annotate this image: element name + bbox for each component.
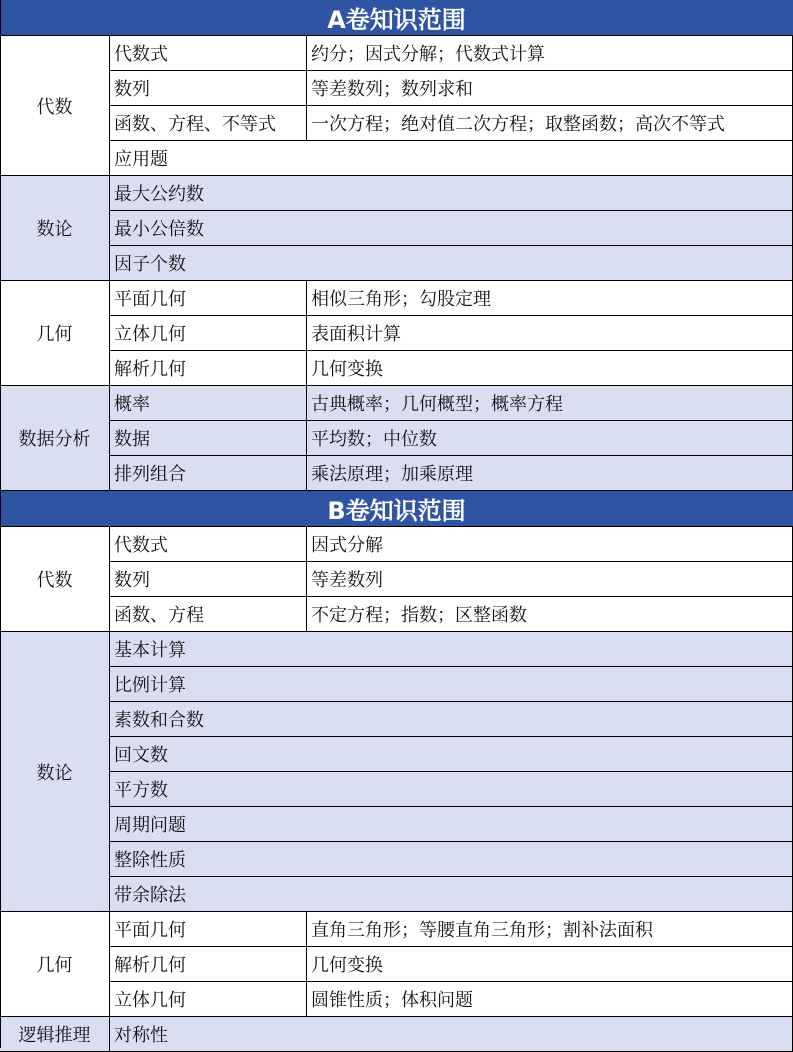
detail-cell: 几何变换: [307, 351, 793, 386]
topic-cell: 排列组合: [110, 456, 307, 491]
topic-cell: 因子个数: [110, 246, 793, 281]
topic-cell: 对称性: [110, 1017, 793, 1052]
detail-cell: 不定方程；指数；区整函数: [307, 597, 793, 632]
topic-cell: 函数、方程、不等式: [110, 106, 307, 141]
detail-cell: 等差数列；数列求和: [307, 71, 793, 106]
topic-cell: 应用题: [110, 141, 793, 176]
detail-cell: 圆锥性质；体积问题: [307, 982, 793, 1017]
topic-cell: 解析几何: [110, 351, 307, 386]
topic-cell: 立体几何: [110, 316, 307, 351]
detail-cell: 表面积计算: [307, 316, 793, 351]
detail-cell: 一次方程；绝对值二次方程；取整函数；高次不等式: [307, 106, 793, 141]
topic-cell: 素数和合数: [110, 702, 793, 737]
topic-cell: 带余除法: [110, 877, 793, 912]
section-title: A卷知识范围: [0, 0, 793, 36]
section-title: B卷知识范围: [0, 491, 793, 527]
topic-cell: 回文数: [110, 737, 793, 772]
detail-cell: 因式分解: [307, 527, 793, 562]
detail-cell: 几何变换: [307, 947, 793, 982]
topic-cell: 平面几何: [110, 912, 307, 947]
topic-cell: 最小公倍数: [110, 211, 793, 246]
category-cell: 数据分析: [0, 386, 110, 491]
category-cell: 逻辑推理: [0, 1017, 110, 1052]
category-cell: 数论: [0, 632, 110, 912]
topic-cell: 基本计算: [110, 632, 793, 667]
detail-cell: 等差数列: [307, 562, 793, 597]
topic-cell: 整除性质: [110, 842, 793, 877]
topic-cell: 代数式: [110, 36, 307, 71]
topic-cell: 数据: [110, 421, 307, 456]
topic-cell: 函数、方程: [110, 597, 307, 632]
detail-cell: 相似三角形；勾股定理: [307, 281, 793, 316]
category-cell: 数论: [0, 176, 110, 281]
category-cell: 代数: [0, 36, 110, 176]
topic-cell: 比例计算: [110, 667, 793, 702]
topic-cell: 立体几何: [110, 982, 307, 1017]
category-cell: 代数: [0, 527, 110, 632]
topic-cell: 平面几何: [110, 281, 307, 316]
detail-cell: 直角三角形；等腰直角三角形；割补法面积: [307, 912, 793, 947]
topic-cell: 平方数: [110, 772, 793, 807]
topic-cell: 数列: [110, 562, 307, 597]
detail-cell: 平均数；中位数: [307, 421, 793, 456]
detail-cell: 约分；因式分解；代数式计算: [307, 36, 793, 71]
topic-cell: 代数式: [110, 527, 307, 562]
topic-cell: 周期问题: [110, 807, 793, 842]
category-cell: 几何: [0, 912, 110, 1017]
category-cell: 几何: [0, 281, 110, 386]
detail-cell: 乘法原理；加乘原理: [307, 456, 793, 491]
topic-cell: 概率: [110, 386, 307, 421]
topic-cell: 解析几何: [110, 947, 307, 982]
detail-cell: 古典概率；几何概型；概率方程: [307, 386, 793, 421]
topic-cell: 最大公约数: [110, 176, 793, 211]
topic-cell: 数列: [110, 71, 307, 106]
